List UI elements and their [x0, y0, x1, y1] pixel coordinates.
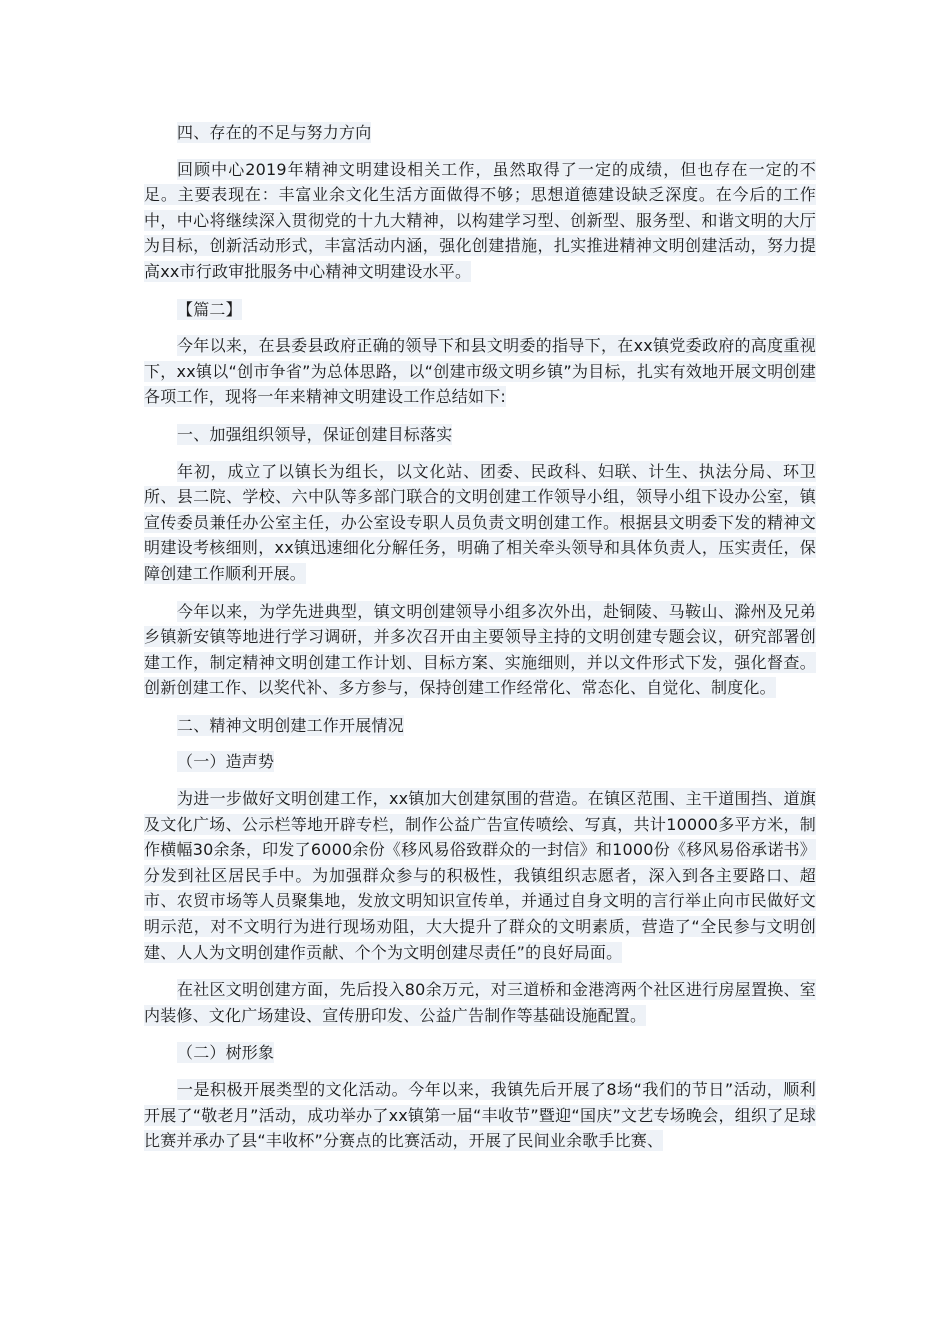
section-heading-work-progress: 二、精神文明创建工作开展情况 — [177, 715, 404, 735]
paragraph-community: 在社区文明创建方面，先后投入80余万元，对三道桥和金港湾两个社区进行房屋置换、室内装修、文化广场建设、宣传册印发、公益广告制作等基础设施配置。 — [144, 980, 816, 1025]
subsection-heading-image: （二）树形象 — [177, 1043, 275, 1063]
paragraph-study-research: 今年以来，为学先进典型，镇文明创建领导小组多次外出，赴铜陵、马鞍山、滁州及兄弟乡镇新安镇等地进行学习调研，并多次召开由主要领导主持的文明创建专题会议，研究部署创建工作，制定精神文明创建工作计划、目标方案、实施细则，并以文件形式下发，强化督查。创新创建工作、以奖代补、多方参与，保持创建工作经常化、常态化、自觉化、制度化。 — [144, 601, 816, 698]
subsection-heading-momentum: （一）造声势 — [177, 752, 275, 772]
paragraph-intro: 今年以来，在县委县政府正确的领导下和县文明委的指导下，在xx镇党委政府的高度重视下，xx镇以“创市争省”为总体思路，以“创建市级文明乡镇”为目标，扎实有效地开展文明创建各项工作，现将一年来精神文明建设工作总结如下: — [144, 336, 816, 407]
document-page — [144, 120, 816, 1166]
paragraph-leadership-group: 年初，成立了以镇长为组长，以文化站、团委、民政科、妇联、计生、执法分局、环卫所、县二院、学校、六中队等多部门联合的文明创建工作领导小组，领导小组下设办公室，镇宣传委员兼任办公室主任，办公室设专职人员负责文明创建工作。根据县文明委下发的精神文明建设考核细则，xx镇迅速细化分解任务，明确了相关牵头领导和具体负责人，压实责任，保障创建工作顺利开展。 — [144, 461, 816, 583]
paragraph-cultural-activities: 一是积极开展类型的文化活动。今年以来，我镇先后开展了8场“我们的节日”活动，顺利开展了“敬老月”活动，成功举办了xx镇第一届“丰收节”暨迎“国庆”文艺专场晚会，组织了足球比赛并承办了县“丰收杯”分赛点的比赛活动，开展了民间业余歌手比赛、 — [144, 1080, 816, 1151]
section-heading-organization: 一、加强组织领导，保证创建目标落实 — [177, 424, 453, 444]
section-heading-shortcomings: 四、存在的不足与努力方向 — [177, 123, 372, 142]
paragraph-atmosphere: 为进一步做好文明创建工作，xx镇加大创建氛围的营造。在镇区范围、主干道围挡、道旗及文化广场、公示栏等地开辟专栏，制作公益广告宣传喷绘、写真，共计10000多平方米，制作横幅30余条，印发了6000余份《移风易俗致群众的一封信》和1000份《移风易俗承诺书》分发到社区居民手中。为加强群众参与的积极性，我镇组织志愿者，深入到各主要路口、超市、农贸市场等人员聚集地，发放文明知识宣传单，并通过自身文明的言行举止向市民做好文明示范，对不文明行为进行现场劝阻，大大提升了群众的文明素质，营造了“全民参与文明创建、人人为文明创建作贡献、个个为文明创建尽责任”的良好局面。 — [144, 789, 816, 962]
section-heading-part-two: 【篇二】 — [177, 299, 242, 319]
paragraph-review: 回顾中心2019年精神文明建设相关工作，虽然取得了一定的成绩，但也存在一定的不足。主要表现在：丰富业余文化生活方面做得不够；思想道德建设缺乏深度。在今后的工作中，中心将继续深入贯彻党的十九大精神，以构建学习型、创新型、服务型、和谐文明的大厅为目标，创新活动形式，丰富活动内涵，强化创建措施，扎实推进精神文明创建活动，努力提高xx市行政审批服务中心精神文明建设水平。 — [144, 159, 816, 281]
